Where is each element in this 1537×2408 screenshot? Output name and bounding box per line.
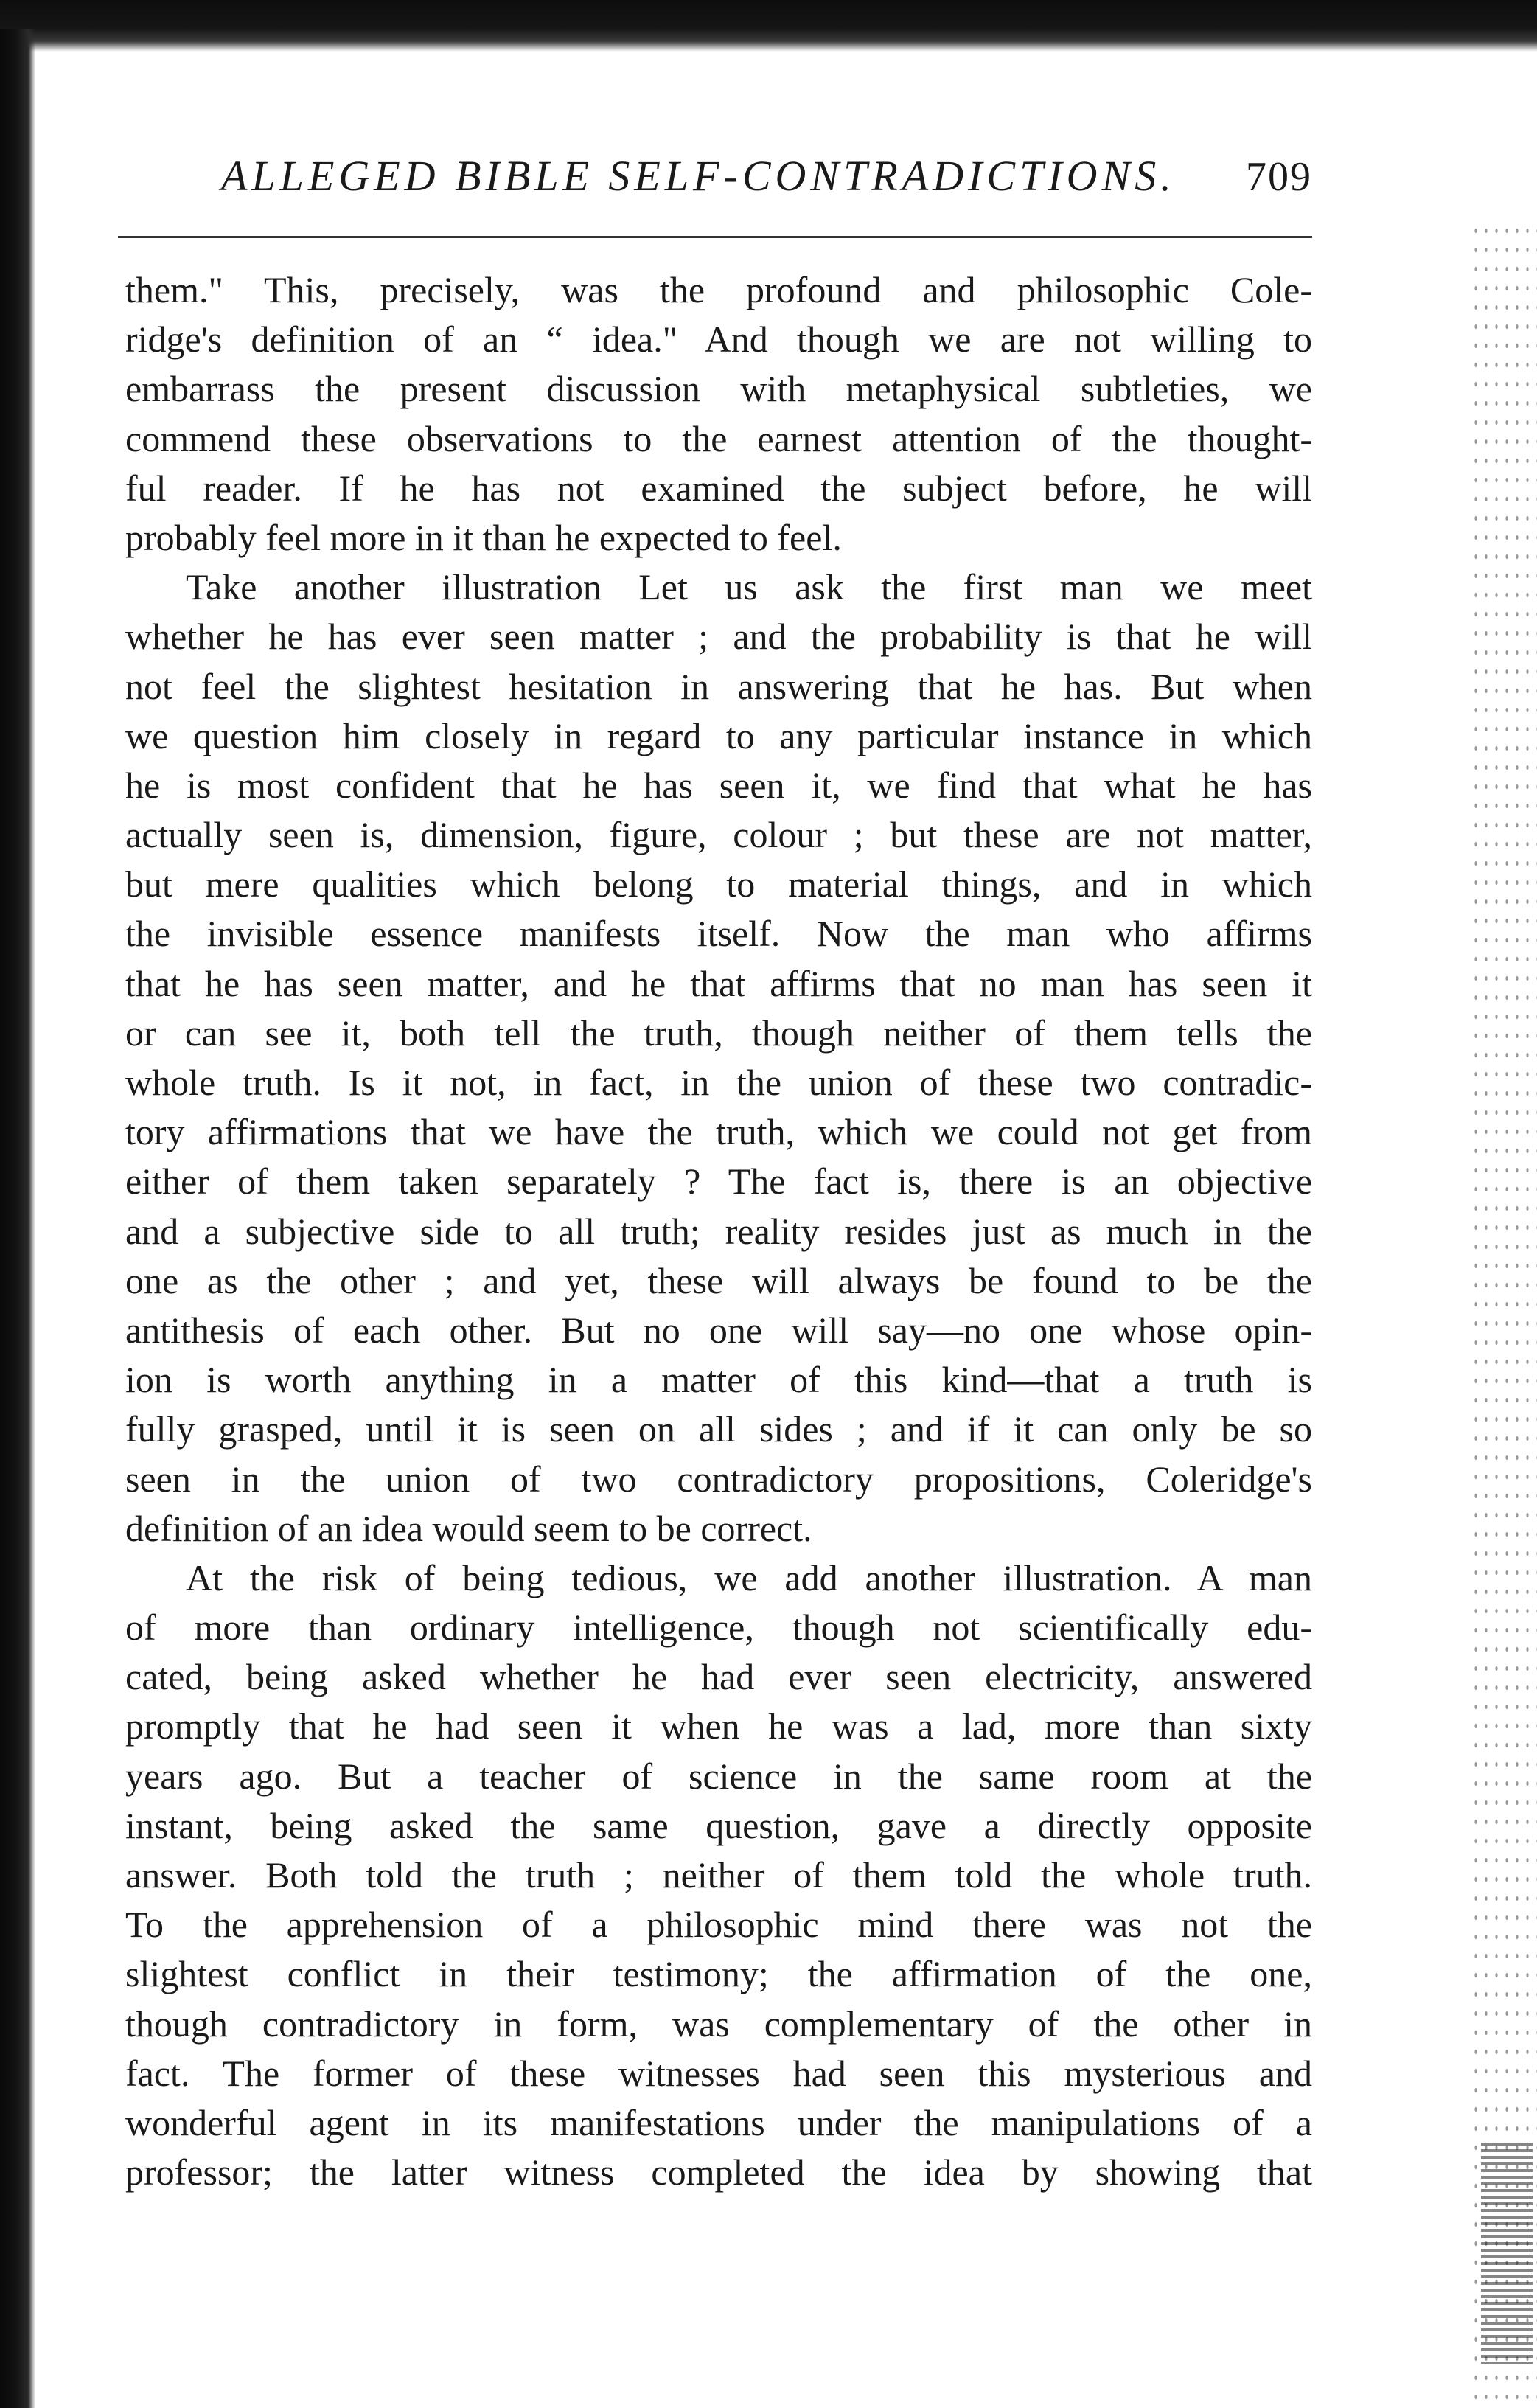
text-line: embarrass the present discussion with metaphysical subtleties, we [125,368,1312,410]
text-line: of more than ordinary intelligence, though not scientifically edu- [125,1607,1312,1649]
scan-right-edge-binding [1481,2143,1533,2364]
text-line: wonderful agent in its manifestations under the manipulations of a [125,2101,1312,2143]
body-text [125,265,1312,2197]
text-line: that he has seen matter, and he that affirms that no man has seen it [125,962,1312,1004]
text-line: professor; the latter witness completed the idea by showing that [125,2151,1312,2193]
scan-left-edge [0,29,35,2408]
scan-top-edge [0,0,1537,52]
text-line: promptly that he had seen it when he was a lad, more than sixty [125,1705,1312,1747]
running-head [221,151,1312,210]
text-line: fully grasped, until it is seen on all sides ; and if it can only be so [125,1408,1312,1450]
text-line: commend these observations to the earnest attention of the thought- [125,417,1312,459]
text-line: ful reader. If he has not examined the subject before, he will [125,467,1312,509]
text-line: but mere qualities which belong to material things, and in which [125,863,1312,905]
text-line: we question him closely in regard to any particular instance in which [125,714,1312,756]
text-line: To the apprehension of a philosophic mind there was not the [125,1904,1312,1946]
header-rule [118,236,1312,238]
text-line: cated, being asked whether he had ever seen electricity, answered [125,1656,1312,1698]
text-line: one as the other ; and yet, these will always be found to be the [125,1259,1312,1301]
text-line: probably feel more in it than he expected to feel. [125,516,842,558]
text-line: slightest conflict in their testimony; the affirmation of the one, [125,1953,1312,1995]
running-title: ALLEGED BIBLE SELF-CONTRADICTIONS. [221,152,1176,200]
text-line: whole truth. Is it not, in fact, in the union of these two contradic- [125,1062,1312,1103]
text-line: instant, being asked the same question, gave a directly opposite [125,1804,1312,1846]
text-line: or can see it, both tell the truth, though neither of them tells the [125,1012,1312,1054]
paragraph-start-line: Take another illustration Let us ask the first man we meet [186,566,1312,608]
text-line: whether he has ever seen matter ; and the probability is that he will [125,616,1312,658]
text-line: either of them taken separately ? The fact is, there is an objective [125,1160,1312,1203]
text-line: the invisible essence manifests itself. Now the man who affirms [125,913,1312,955]
text-line: he is most confident that he has seen it, we find that what he has [125,764,1312,806]
text-line: and a subjective side to all truth; reality resides just as much in the [125,1210,1312,1252]
text-line: ridge's definition of an “ idea." And though we are not willing to [125,319,1312,361]
text-line: not feel the slightest hesitation in answering that he has. But when [125,665,1312,707]
scan-right-edge-noise [1471,221,1537,2408]
text-line: years ago. But a teacher of science in the same room at the [125,1755,1312,1797]
text-line: answer. Both told the truth ; neither of them told the whole truth. [125,1854,1312,1896]
text-line: them." This, precisely, was the profound and philosophic Cole- [125,269,1312,310]
paragraph-start-line: At the risk of being tedious, we add another illustration. A man [186,1556,1312,1598]
page-number: 709 [1246,154,1312,200]
text-line: fact. The former of these witnesses had seen this mysterious and [125,2052,1312,2094]
text-line: actually seen is, dimension, figure, colour ; but these are not matter, [125,814,1312,856]
text-line: ion is worth anything in a matter of this kind—that a truth is [125,1359,1312,1401]
text-line: definition of an idea would seem to be correct. [125,1507,812,1549]
text-line: though contradictory in form, was complementary of the other in [125,2002,1312,2045]
text-line: tory affirmations that we have the truth, which we could not get from [125,1111,1312,1153]
text-line: antithesis of each other. But no one will say—no one whose opin- [125,1309,1312,1351]
text-line: seen in the union of two contradictory propositions, Coleridge's [125,1458,1312,1500]
